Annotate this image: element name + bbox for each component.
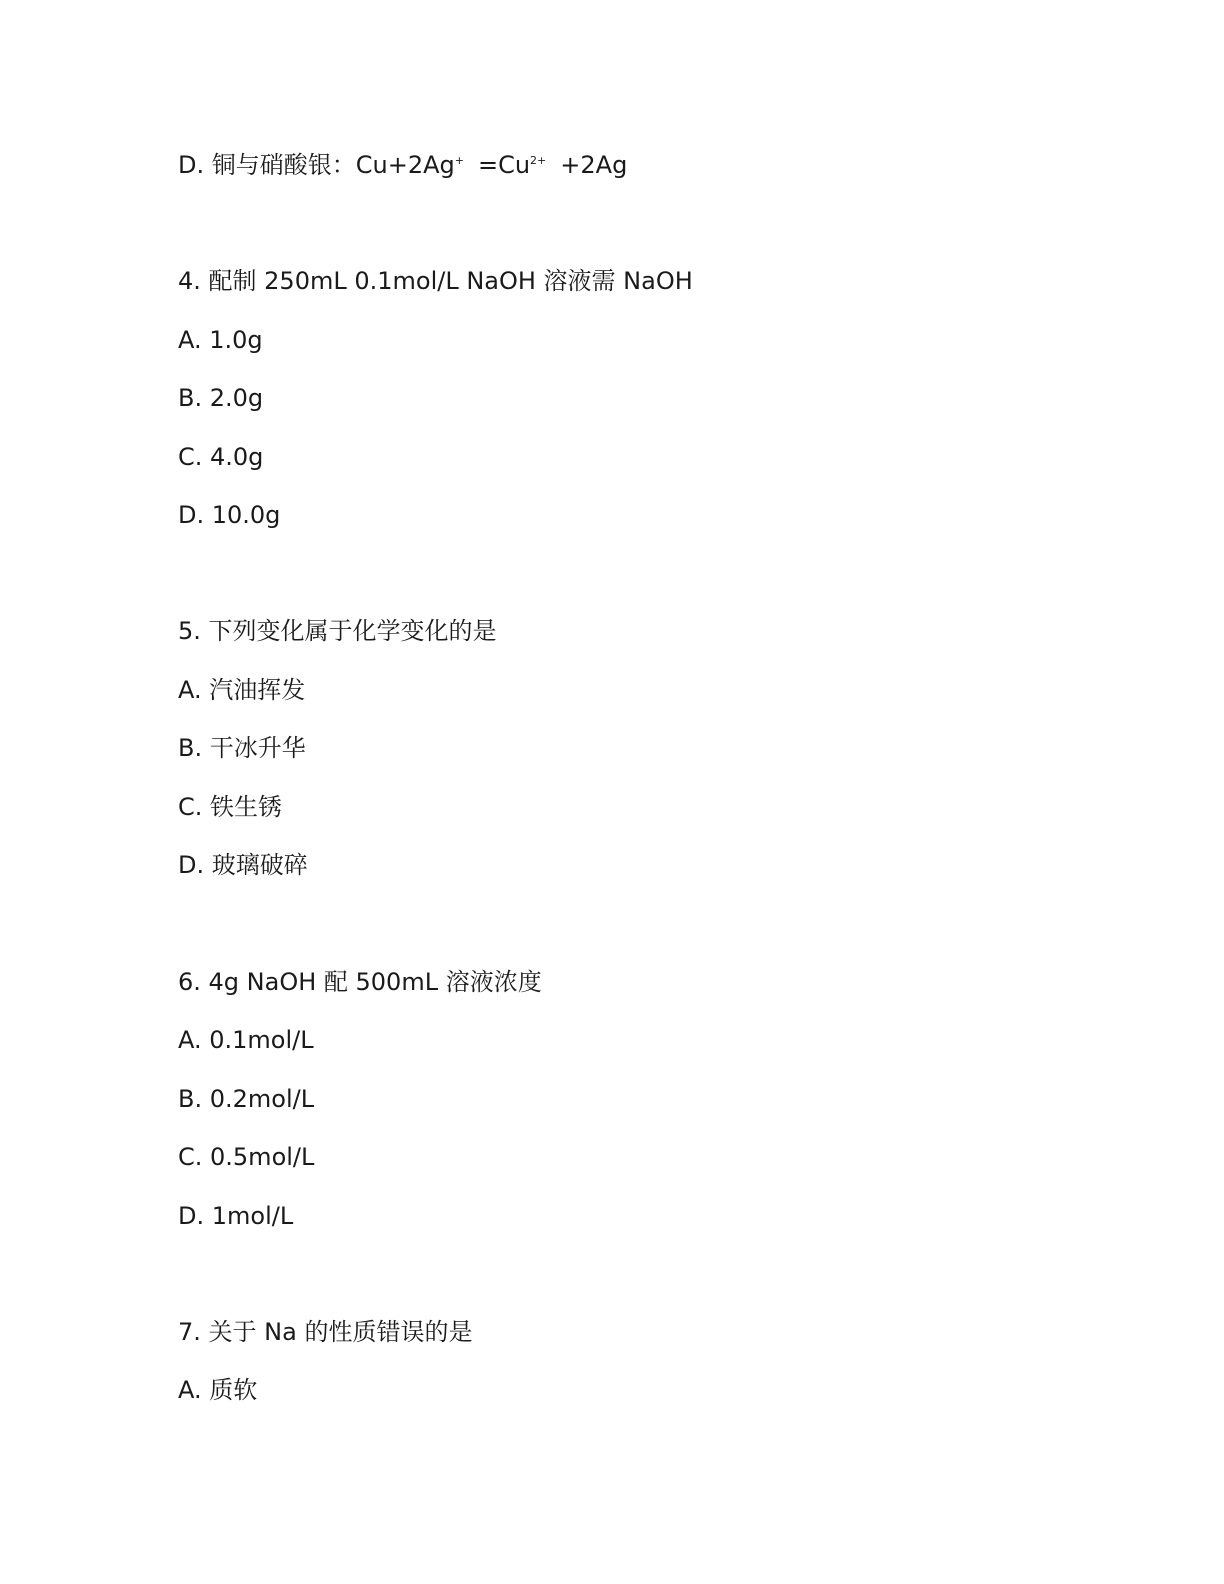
q4-option-d: D. 10.0g — [178, 501, 281, 529]
q7-option-a: A. 质软 — [178, 1376, 258, 1404]
q5-option-d: D. 玻璃破碎 — [178, 851, 308, 879]
equation-superscript-1: + — [454, 154, 464, 167]
q5-stem: 5. 下列变化属于化学变化的是 — [178, 617, 497, 645]
q6-stem: 6. 4g NaOH 配 500mL 溶液浓度 — [178, 968, 542, 996]
q6-option-c: C. 0.5mol/L — [178, 1143, 315, 1171]
q4-option-a: A. 1.0g — [178, 326, 263, 354]
q3-option-d — [178, 145, 627, 185]
equation-part-3: +2Ag — [560, 151, 628, 179]
q4-stem: 4. 配制 250mL 0.1mol/L NaOH 溶液需 NaOH — [178, 267, 693, 295]
q4-option-b: B. 2.0g — [178, 384, 264, 412]
q3-option-d-label: D. 铜与硝酸银： — [178, 151, 356, 179]
q6-option-a: A. 0.1mol/L — [178, 1026, 314, 1054]
q5-option-c: C. 铁生锈 — [178, 793, 283, 821]
q4-option-c: C. 4.0g — [178, 443, 264, 471]
equation-superscript-2: 2+ — [530, 154, 547, 167]
equation-part-1: Cu+2Ag — [355, 151, 455, 179]
q6-option-b: B. 0.2mol/L — [178, 1085, 315, 1113]
q6-option-d: D. 1mol/L — [178, 1202, 294, 1230]
q7-stem: 7. 关于 Na 的性质错误的是 — [178, 1318, 473, 1346]
q5-option-a: A. 汽油挥发 — [178, 676, 306, 704]
equation-part-2: =Cu — [477, 151, 531, 179]
q5-option-b: B. 干冰升华 — [178, 734, 306, 762]
